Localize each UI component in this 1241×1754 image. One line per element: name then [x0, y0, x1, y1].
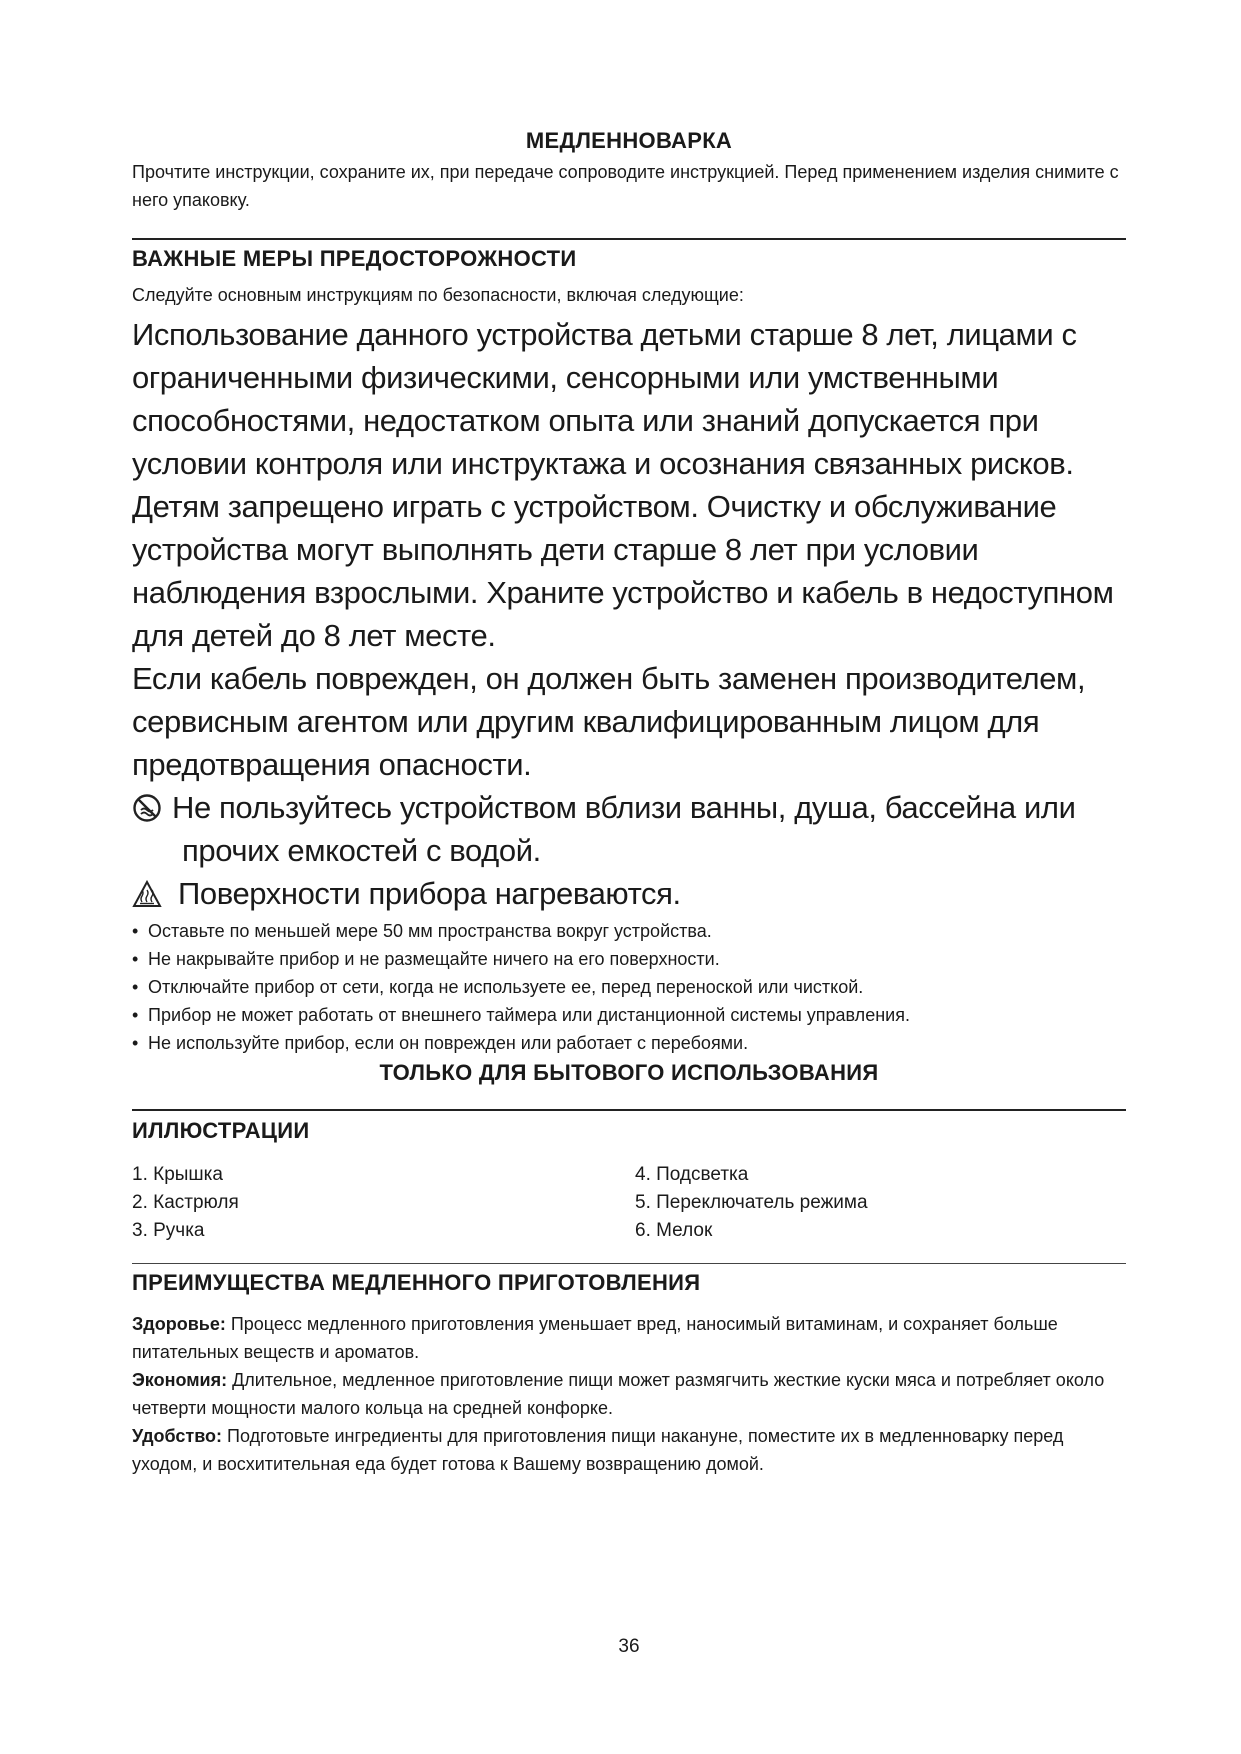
safety-body — [132, 313, 1126, 915]
list-item: • Оставьте по меньшей мере 50 мм пространства вокруг устройства. — [132, 917, 1126, 945]
intro-text: Прочтите инструкции, сохраните их, при передаче сопроводите инструкцией. Перед применением изделия снимите с него упаковку. — [132, 162, 1119, 210]
safety-paragraph-cable: Если кабель поврежден, он должен быть заменен производителем, сервисным агентом или другим квалифицированным лицом для предотвращения опасности. — [132, 661, 1086, 782]
benefit-label: Экономия: — [132, 1370, 228, 1390]
list-item: 3. Ручка — [132, 1220, 205, 1241]
benefit-economy — [132, 1366, 1126, 1422]
household-use-notice: ТОЛЬКО ДЛЯ БЫТОВОГО ИСПОЛЬЗОВАНИЯ — [379, 1060, 879, 1085]
page-title: МЕДЛЕННОВАРКА — [525, 128, 733, 153]
list-item: 1. Крышка — [132, 1164, 223, 1185]
benefit-label: Удобство: — [132, 1426, 223, 1446]
water-warning-line1: Не пользуйтесь устройством вблизи ванны, душа, бассейна или — [172, 790, 1076, 825]
safety-heading: ВАЖНЫЕ МЕРЫ ПРЕДОСТОРОЖНОСТИ — [132, 246, 577, 271]
hot-surface-text: Поверхности прибора нагреваются. — [178, 876, 681, 911]
benefits-heading: ПРЕИМУЩЕСТВА МЕДЛЕННОГО ПРИГОТОВЛЕНИЯ — [132, 1270, 701, 1295]
benefit-health — [132, 1310, 1126, 1366]
illustrations-heading: ИЛЛЮСТРАЦИИ — [132, 1118, 310, 1143]
parts-column-left — [132, 1161, 239, 1245]
section-divider — [132, 1263, 1126, 1264]
list-item: • Не накрывайте прибор и не размещайте ничего на его поверхности. — [132, 945, 1126, 973]
water-warning — [132, 786, 1126, 829]
parts-column-right — [635, 1161, 868, 1245]
benefit-convenience — [132, 1422, 1126, 1478]
benefit-label: Здоровье: — [132, 1314, 226, 1334]
safety-paragraph-children: Использование данного устройства детьми старше 8 лет, лицами с ограниченными физическими, сенсорными или умственными способностями, недостатком опыта или знаний допускается при условии контроля или инструктажа и осознания связанных рисков. Детям запрещено играть с устройством. Очистку и обслуживание устройства могут выполнять дети старше 8 лет при условии наблюдения взрослыми. Храните устройство и кабель в недоступном для детей до 8 лет месте. — [132, 317, 1114, 653]
benefit-text: Длительное, медленное приготовление пищи может размягчить жесткие куски мяса и потребляет около четверти мощности малого кольца на средней конфорке. — [132, 1370, 1105, 1418]
list-item: • Прибор не может работать от внешнего таймера или дистанционной системы управления. — [132, 1001, 1126, 1029]
water-warning-line2: прочих емкостей с водой. — [182, 833, 541, 868]
benefit-text: Подготовьте ингредиенты для приготовления пищи накануне, поместите их в медленноварку перед уходом, и восхитительная еда будет готова к Вашему возвращению домой. — [132, 1426, 1064, 1474]
benefit-text: Процесс медленного приготовления уменьшает вред, наносимый витаминам, и сохраняет больше питательных веществ и ароматов. — [132, 1314, 1058, 1362]
section-divider — [132, 238, 1126, 240]
hot-surface-warning — [132, 872, 1126, 915]
page-number: 36 — [618, 1636, 640, 1657]
list-item: • Отключайте прибор от сети, когда не используете ее, перед переноской или чисткой. — [132, 973, 1126, 1001]
list-item: 5. Переключатель режима — [635, 1192, 868, 1213]
safety-follow-text: Следуйте основным инструкциям по безопасности, включая следующие: — [132, 285, 744, 305]
list-item: • Не используйте прибор, если он поврежден или работает с перебоями. — [132, 1029, 1126, 1057]
list-item: 4. Подсветка — [635, 1164, 749, 1185]
no-water-icon — [132, 793, 162, 823]
benefits-list — [132, 1310, 1126, 1478]
section-divider — [132, 1109, 1126, 1111]
list-item: 2. Кастрюля — [132, 1192, 239, 1213]
safety-bullet-list — [132, 917, 1126, 1057]
hot-surface-warning-icon — [132, 879, 162, 909]
list-item: 6. Мелок — [635, 1220, 713, 1241]
